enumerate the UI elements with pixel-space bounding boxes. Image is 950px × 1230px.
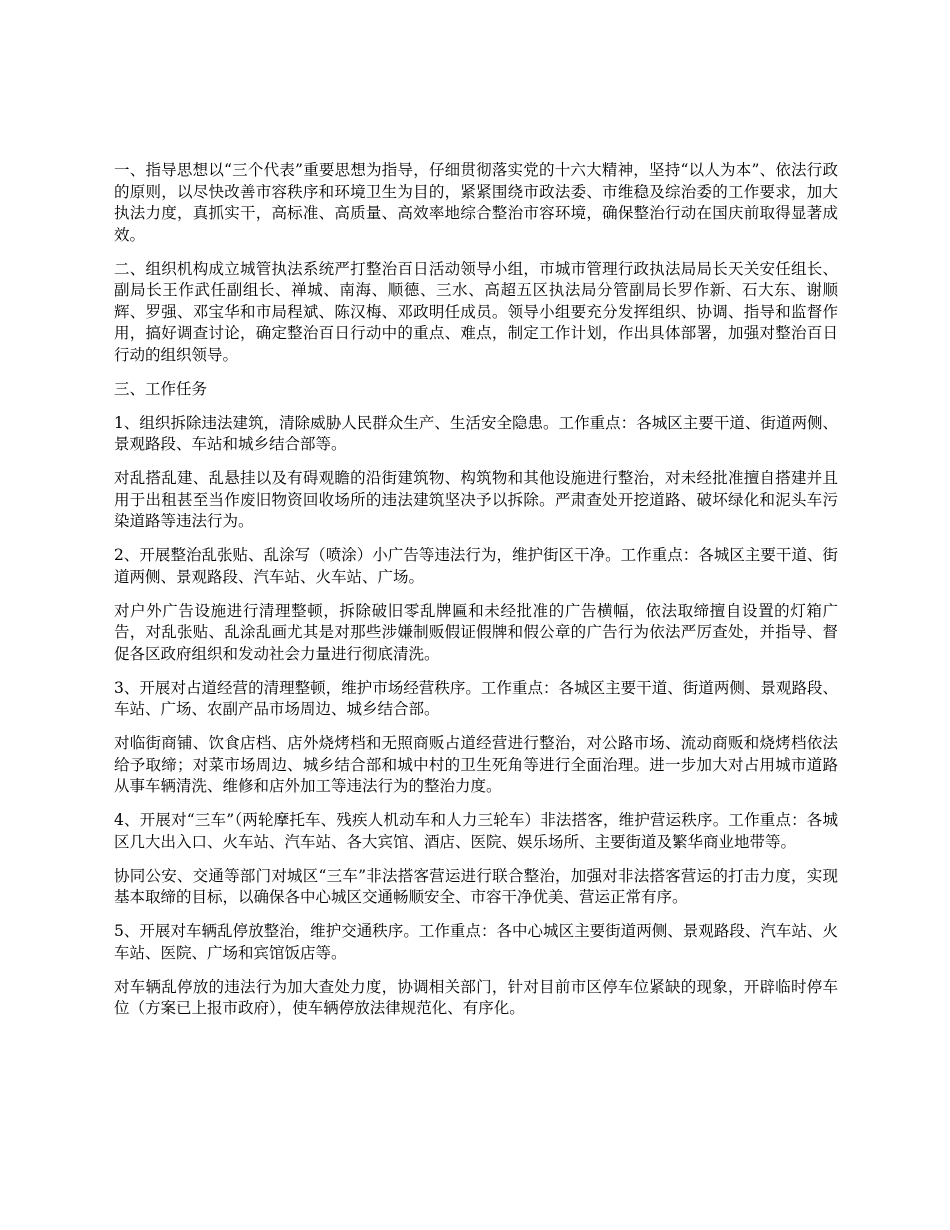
task-2-heading: 2、开展整治乱张贴、乱涂写（喷涂）小广告等违法行为，维护街区干净。工作重点：各城区主要干道、街道两侧、景观路段、汽车站、火车站、广场。 (114, 546, 838, 586)
task-4-heading: 4、开展对“三车”（两轮摩托车、残疾人机动车和人力三轮车）非法搭客，维护营运秩序。工作重点：各城区几大出入口、火车站、汽车站、各大宾馆、酒店、医院、娱乐场所、主要街道及繁华商业地带等。 (114, 811, 838, 851)
task-4-detail: 协同公安、交通等部门对城区“三车”非法搭客营运进行联合整治，加强对非法搭客营运的打击力度，实现基本取缔的目标，以确保各中心城区交通畅顺安全、市容干净优美、营运正常有序。 (114, 866, 838, 906)
paragraph-guiding-ideology: 一、指导思想以“三个代表”重要思想为指导，仔细贯彻落实党的十六大精神，坚持“以人为本”、依法行政的原则，以尽快改善市容秩序和环境卫生为目的，紧紧围绕市政法委、市维稳及综治委的工作要求，加大执法力度，真抓实干，高标准、高质量、高效率地综合整治市容环境，确保整治行动在国庆前取得显著成效。 (114, 161, 838, 244)
paragraph-organization: 二、组织机构成立城管执法系统严打整治百日活动领导小组，市城市管理行政执法局局长天关安任组长、副局长王作武任副组长、禅城、南海、顺德、三水、高超五区执法局分管副局长罗作新、石大东、谢顺辉、罗强、邓宝华和市局程斌、陈汉梅、邓政明任成员。领导小组要充分发挥组织、协调、指导和监督作用，搞好调查讨论，确定整治百日行动中的重点、难点，制定工作计划，作出具体部署，加强对整治百日行动的组织领导。 (114, 259, 838, 364)
task-5-heading: 5、开展对车辆乱停放整治，维护交通秩序。工作重点：各中心城区主要街道两侧、景观路段、汽车站、火车站、医院、广场和宾馆饭店等。 (114, 922, 838, 962)
document-body (114, 160, 838, 1032)
task-2-detail: 对户外广告设施进行清理整顿，拆除破旧零乱牌匾和未经批准的广告横幅，依法取缔擅自设置的灯箱广告，对乱张贴、乱涂乱画尤其是对那些涉嫌制贩假证假牌和假公章的广告行为依法严厉查处，并指导、督促各区政府组织和发动社会力量进行彻底清洗。 (114, 601, 838, 663)
task-3-detail: 对临街商铺、饮食店档、店外烧烤档和无照商贩占道经营进行整治，对公路市场、流动商贩和烧烤档依法给予取缔；对菜市场周边、城乡结合部和城中村的卫生死角等进行全面治理。进一步加大对占用城市道路从事车辆清洗、维修和店外加工等违法行为的整治力度。 (114, 734, 838, 795)
task-1-heading: 1、组织拆除违法建筑，清除威胁人民群众生产、生活安全隐患。工作重点：各城区主要干道、街道两侧、景观路段、车站和城乡结合部等。 (114, 413, 838, 453)
task-3-heading: 3、开展对占道经营的清理整顿，维护市场经营秩序。工作重点：各城区主要干道、街道两侧、景观路段、车站、广场、农副产品市场周边、城乡结合部。 (114, 678, 838, 718)
task-5-detail: 对车辆乱停放的违法行为加大查处力度，协调相关部门，针对目前市区停车位紧缺的现象，开辟临时停车位（方案已上报市政府），使车辆停放法律规范化、有序化。 (114, 977, 838, 1017)
task-1-detail: 对乱搭乱建、乱悬挂以及有碍观瞻的沿街建筑物、构筑物和其他设施进行整治，对未经批准擅自搭建并且用于出租甚至当作废旧物资回收场所的违法建筑坚决予以拆除。严肃查处开挖道路、破坏绿化和泥头车污染道路等违法行为。 (114, 469, 838, 530)
section-heading-tasks: 三、工作任务 (114, 379, 208, 398)
